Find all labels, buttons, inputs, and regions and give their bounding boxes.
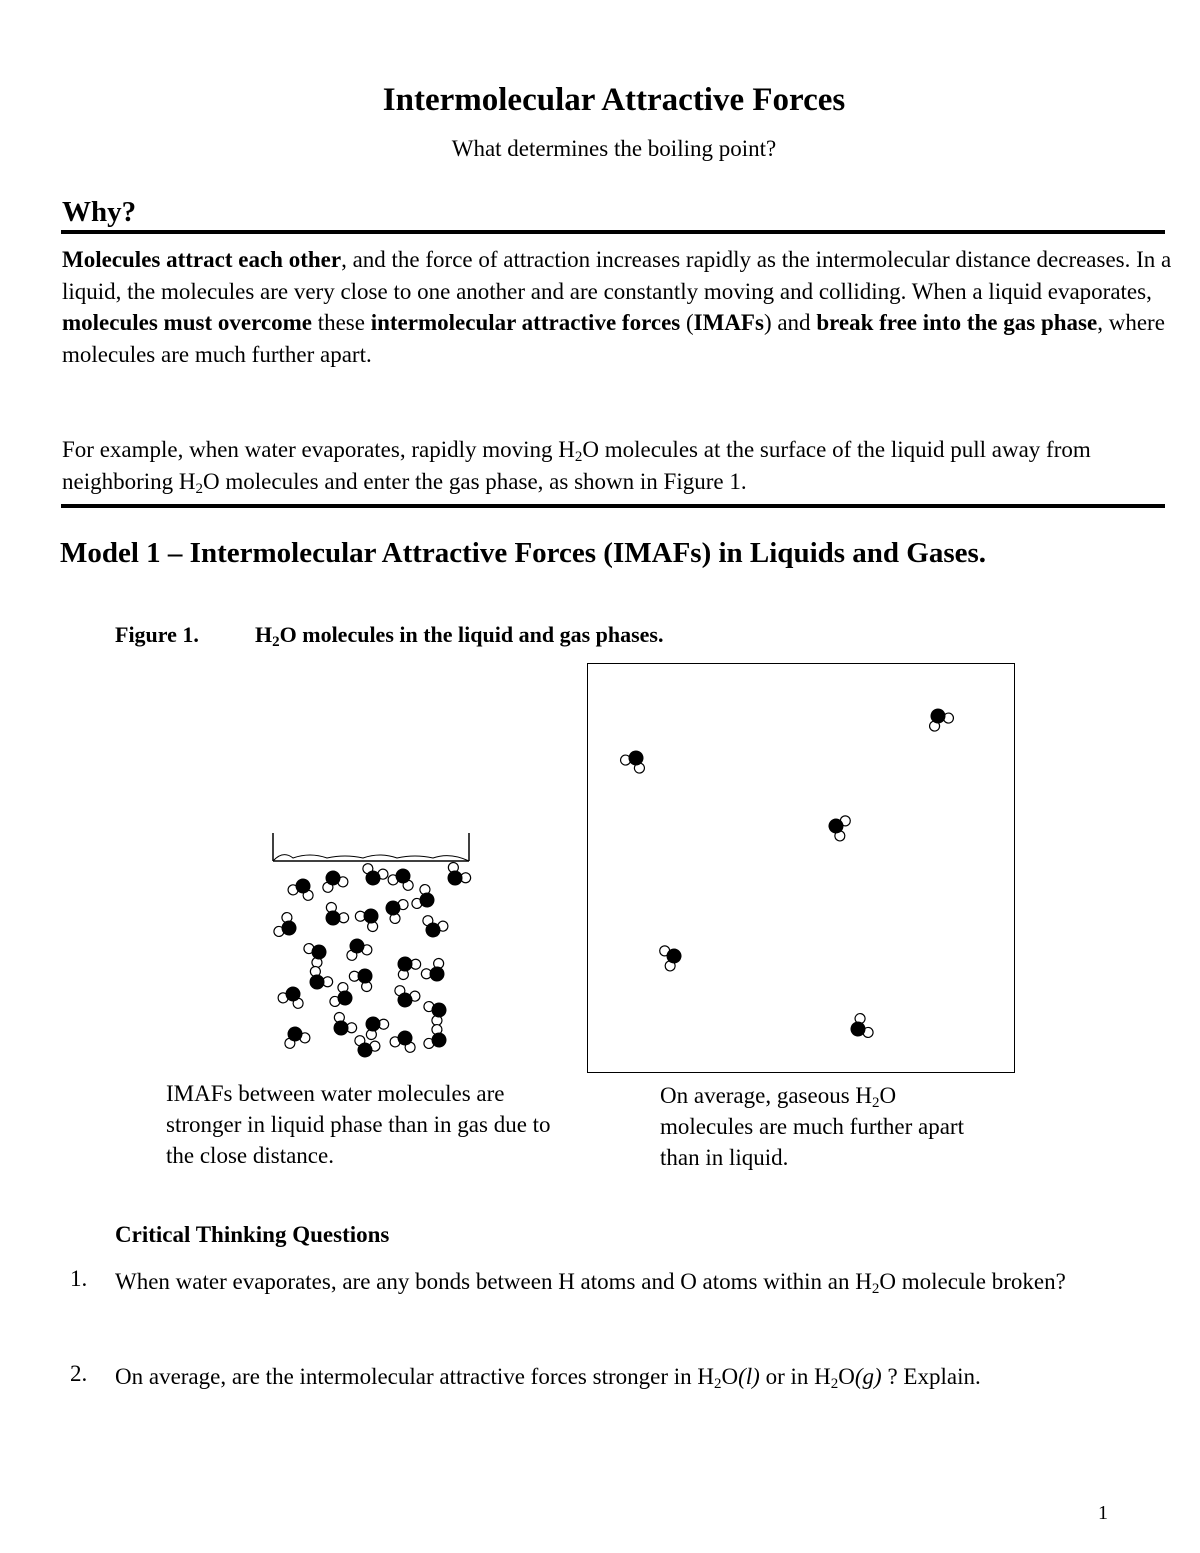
water-molecule-icon [387,865,418,892]
water-molecule-icon [342,935,373,962]
water-molecule-icon [328,981,358,1013]
water-molecule-icon [277,983,308,1010]
water-molecule-icon [272,911,302,943]
water-molecule-icon [390,984,421,1011]
water-molecule-icon [410,883,440,915]
why-paragraph-1: Molecules attract each other, and the force of attraction increases rapidly as the intermolecular distance decreases. In a liquid, the molecules are very close to one another and are constantly moving and colliding. When a liquid evaporates, molecules must overcome these intermolecular attractive forces (IMAFs) and break free into the gas phase, where molecules are much further apart. [62,247,1172,367]
water-molecule-icon [418,914,449,941]
gas-caption: On average, gaseous $H_2O$ molecules are much further apart than in liquid. [660,1083,964,1170]
water-molecule-icon [302,937,332,969]
water-molecule-icon [318,867,349,894]
figure-caption: $H_2O$ molecules in the liquid and gas phases. [255,622,664,650]
liquid-container [273,833,469,861]
water-molecule-icon [326,1010,358,1042]
water-molecule-icon [302,964,334,996]
water-molecule-icon [287,875,318,902]
water-molecule-icon [380,893,410,925]
figure-label: Figure 1. [115,622,199,647]
question-1-text: When water evaporates, are any bonds between H atoms and O atoms within an $H_2O$ molecule broken? [115,1269,1066,1297]
gas-phase-diagram [588,664,1016,1074]
why-heading: Why? [62,196,137,228]
water-molecule-icon [825,811,852,842]
question-2-text: On average, are the intermolecular attractive forces stronger in $H_2O(l)$ or in $H_2O(g)$ ? Explain. [115,1364,981,1392]
page-title: Intermolecular Attractive Forces [382,82,846,118]
model-heading: Model 1 – Intermolecular Attractive Forces (IMAFs) in Liquids and Gases. [60,537,987,569]
water-molecule-icon [422,1023,452,1055]
liquid-water-molecules [272,860,473,1061]
water-molecule-icon [350,1034,381,1061]
question-2-number: 2. [70,1361,88,1386]
water-molecule-icon [353,902,385,934]
water-molecule-icon [845,1012,875,1044]
top-rule [61,230,1165,234]
water-molecule-icon [318,900,350,932]
water-molecule-icon [390,950,422,982]
question-1-number: 1. [70,1266,88,1291]
water-molecule-icon [658,941,685,972]
page-subtitle: What determines the boiling point? [451,136,777,161]
water-molecule-icon [358,862,389,889]
questions-heading: Critical Thinking Questions [115,1222,390,1247]
gas-phase-box [587,663,1015,1073]
liquid-phase-diagram [265,828,480,1068]
bottom-rule [61,504,1165,508]
page-number: 1 [1098,1502,1108,1524]
water-molecule-icon [389,1027,420,1054]
water-molecule-icon [422,995,452,1027]
water-molecule-icon [440,860,472,892]
water-molecule-icon [347,962,379,994]
liquid-caption: IMAFs between water molecules are stronger in liquid phase than in gas due to the close distance. [166,1081,551,1168]
water-molecule-icon [923,703,955,733]
water-molecule-icon [419,956,451,988]
water-molecule-icon [280,1023,311,1050]
water-molecule-icon [619,745,651,775]
why-paragraph-2: For example, when water evaporates, rapidly moving $H_2O$ molecules at the surface of the liquid pull away from neighboring $H_2O$ molecules and enter the gas phase, as shown in Figure 1. [62,437,1091,497]
gas-water-molecules [619,703,956,1044]
